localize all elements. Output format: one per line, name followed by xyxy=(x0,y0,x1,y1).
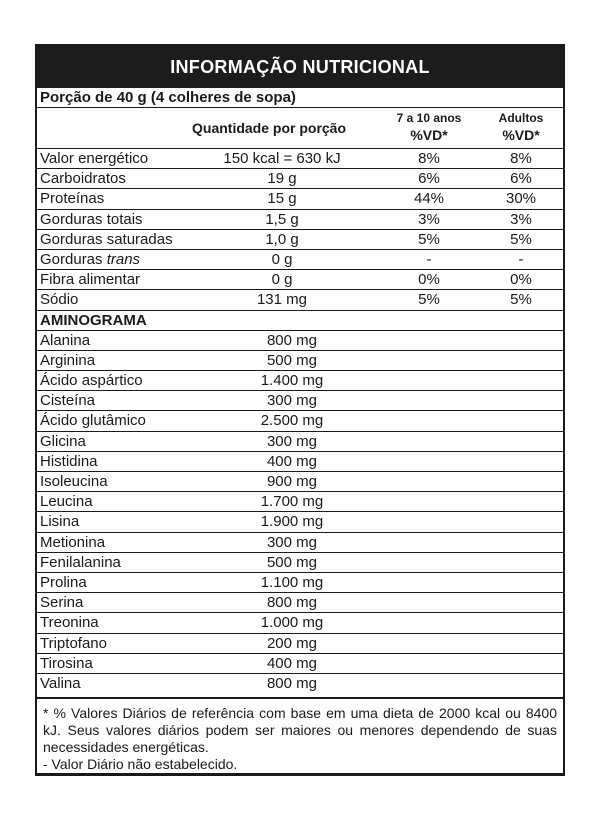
amino-name: Ácido aspártico xyxy=(40,372,143,390)
amino-row xyxy=(37,553,563,573)
nutrient-vd-adult: 30% xyxy=(505,190,537,208)
amino-name: Triptofano xyxy=(40,634,107,652)
amino-row xyxy=(37,512,563,532)
amino-row xyxy=(37,492,563,512)
amino-row xyxy=(37,371,563,391)
nutrient-quantity: 19 g xyxy=(267,170,297,188)
nutrient-vd-child: 8% xyxy=(418,150,440,167)
amino-quantity: 1.700 mg xyxy=(260,493,324,511)
amino-row xyxy=(37,472,563,492)
nutrient-name: Valor energético xyxy=(40,150,149,167)
table-title: INFORMAÇÃO NUTRICIONAL xyxy=(37,46,563,88)
amino-name: Leucina xyxy=(40,493,93,511)
amino-quantity: 800 mg xyxy=(266,331,318,349)
nutrient-name: Sódio xyxy=(40,291,79,309)
nutrient-vd-child: 6% xyxy=(418,170,440,188)
nutrient-vd-child: 44% xyxy=(413,190,445,208)
amino-name: Prolina xyxy=(40,573,87,591)
amino-name: Cisteína xyxy=(40,392,96,410)
nutrient-row xyxy=(37,189,563,209)
nutrient-row xyxy=(37,210,563,230)
amino-row xyxy=(37,593,563,613)
nutrition-facts-table xyxy=(35,44,565,776)
amino-name: Lisina xyxy=(40,513,80,531)
amino-quantity: 400 mg xyxy=(266,452,318,470)
amino-name: Alanina xyxy=(40,331,91,349)
nutrient-name: Proteínas xyxy=(40,190,105,208)
vd-adult-header: %VD* xyxy=(502,127,540,143)
amino-row xyxy=(37,654,563,674)
amino-quantity: 900 mg xyxy=(266,473,318,490)
amino-quantity: 400 mg xyxy=(266,654,318,672)
amino-quantity: 500 mg xyxy=(266,351,318,369)
nutrient-quantity: 150 kcal = 630 kJ xyxy=(223,150,341,167)
nutrient-name: Gorduras totais xyxy=(40,210,143,228)
amino-name: Tirosina xyxy=(40,654,93,672)
nutrient-row xyxy=(37,230,563,250)
amino-row xyxy=(37,613,563,633)
nutrient-name: Gorduras saturadas xyxy=(40,230,173,248)
amino-quantity: 800 mg xyxy=(266,674,318,692)
nutrient-vd-child: 5% xyxy=(418,230,440,248)
nutrient-quantity: 131 mg xyxy=(256,291,308,309)
amino-row xyxy=(37,351,563,371)
nutrient-name: Fibra alimentar xyxy=(40,271,141,289)
amino-quantity: 800 mg xyxy=(266,594,318,612)
nutrient-vd-child: 0% xyxy=(418,271,440,289)
amino-quantity: 300 mg xyxy=(266,392,318,410)
nutrient-name: Carboidratos xyxy=(40,170,126,188)
amino-quantity: 1.900 mg xyxy=(260,513,324,531)
amino-quantity: 1.000 mg xyxy=(260,614,324,632)
amino-row xyxy=(37,573,563,593)
nutrient-vd-child: 5% xyxy=(418,291,440,309)
nutrient-name xyxy=(40,250,140,269)
nutrient-vd-child: - xyxy=(426,250,432,268)
amino-name: Histidina xyxy=(40,452,98,470)
nutrient-name-italic: trans xyxy=(106,250,141,268)
amino-quantity: 1.100 mg xyxy=(260,573,324,591)
aminogram-rows xyxy=(37,331,563,694)
portion-size: Porção de 40 g (4 colheres de sopa) xyxy=(37,88,563,108)
nutrient-vd-adult: 5% xyxy=(510,291,532,309)
nutrient-row xyxy=(37,270,563,290)
amino-row xyxy=(37,331,563,351)
footnote-dash: - Valor Diário não estabelecido. xyxy=(43,756,238,772)
amino-name: Metionina xyxy=(40,533,106,551)
nutrient-row xyxy=(37,169,563,189)
nutrient-rows xyxy=(37,149,563,311)
column-header xyxy=(37,108,563,149)
nutrient-quantity: 1,5 g xyxy=(265,210,299,228)
vd-child-header: %VD* xyxy=(410,127,448,143)
amino-row xyxy=(37,634,563,654)
footnote-reference: * % Valores Diários de referência com base em uma dieta de 2000 kcal ou 8400 kJ. Seus valores diários podem ser maiores ou menores dependendo de suas necessidades energéticas. xyxy=(43,705,557,755)
amino-quantity: 200 mg xyxy=(266,634,318,652)
amino-quantity: 500 mg xyxy=(266,553,318,571)
nutrient-vd-adult: - xyxy=(518,250,524,268)
amino-name: Fenilalanina xyxy=(40,553,121,571)
amino-name: Serina xyxy=(40,594,84,612)
age-group-header: 7 a 10 anos xyxy=(396,111,462,125)
nutrient-row xyxy=(37,250,563,270)
nutrient-vd-adult: 0% xyxy=(510,271,532,289)
amino-name: Treonina xyxy=(40,614,99,632)
amino-name: Valina xyxy=(40,674,81,692)
amino-row xyxy=(37,533,563,553)
nutrient-vd-child: 3% xyxy=(418,210,440,228)
amino-name: Ácido glutâmico xyxy=(40,412,146,430)
nutrient-row xyxy=(37,149,563,169)
amino-quantity: 1.400 mg xyxy=(260,372,324,390)
amino-row xyxy=(37,452,563,472)
amino-row xyxy=(37,674,563,694)
amino-row xyxy=(37,432,563,452)
amino-row xyxy=(37,391,563,411)
aminogram-title: AMINOGRAMA xyxy=(40,311,147,329)
nutrient-quantity: 1,0 g xyxy=(265,230,299,248)
amino-name: Arginina xyxy=(40,351,96,369)
nutrient-quantity: 0 g xyxy=(271,271,293,289)
nutrient-vd-adult: 5% xyxy=(510,230,532,248)
nutrient-vd-adult: 3% xyxy=(510,210,532,228)
amino-quantity: 300 mg xyxy=(266,533,318,551)
nutrient-row xyxy=(37,290,563,310)
amino-quantity: 300 mg xyxy=(266,432,318,450)
adult-group-header: Adultos xyxy=(498,111,544,125)
nutrient-quantity: 15 g xyxy=(267,190,297,208)
aminogram-heading xyxy=(37,311,563,331)
nutrient-vd-adult: 6% xyxy=(510,170,532,188)
amino-name: Glicina xyxy=(40,432,86,450)
nutrient-vd-adult: 8% xyxy=(510,150,532,167)
footnote xyxy=(35,697,565,775)
nutrient-quantity: 0 g xyxy=(271,250,293,268)
amino-row xyxy=(37,411,563,431)
nutrient-name-prefix: Gorduras xyxy=(40,250,107,268)
amino-quantity: 2.500 mg xyxy=(260,412,324,430)
amino-name: Isoleucina xyxy=(40,473,108,490)
quantity-header: Quantidade por porção xyxy=(192,120,347,136)
